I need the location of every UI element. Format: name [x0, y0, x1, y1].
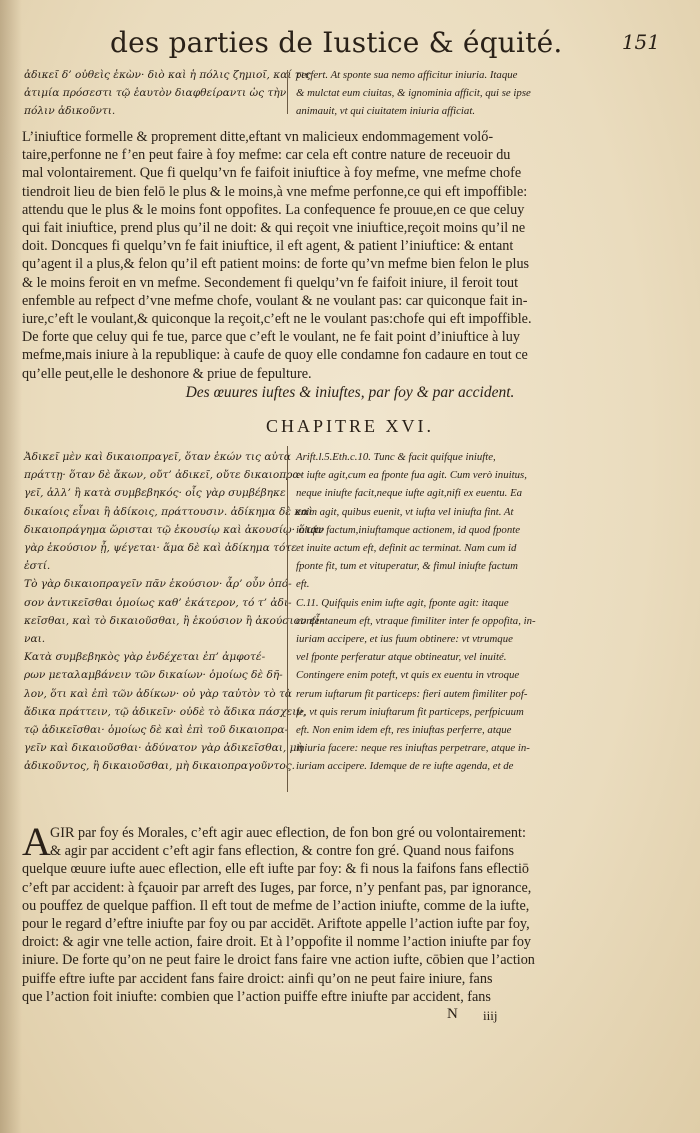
top-greek-line: ἀτιμία πρόσεστι τῷ ἑαυτὸν διαφθείραντι ὡς τὴν	[24, 87, 287, 100]
latin-line: vel fponte perferatur atque obtineatur, vel inuité.	[296, 651, 507, 664]
greek-line: γεῖ, ἀλλ’ ἢ κατὰ συμβεβηκός· οἷς γὰρ συμβέβηκε	[24, 487, 286, 500]
signature-letter: N	[447, 1006, 458, 1022]
text-line: mefme,mais iniure à la republique: à caufe de quoy elle condamne fon cadaure en tout ce	[22, 347, 528, 364]
text-line: tiendroit lieu de bien felō le plus & le moins,à vne mefme perfonne,ce qui eft impoffible:	[22, 183, 528, 200]
signature-number: iiij	[483, 1008, 498, 1023]
lower-column-divider	[287, 446, 288, 792]
latin-line: neque iniufte facit,neque iufte agit,nifi ex euentu. Ea	[296, 487, 523, 500]
text-line: & agir par accident c’eft agir fans eflection, & contre fon gré. Quand nous faifons	[50, 843, 515, 860]
latin-line: fponte fit, tum et vituperatur, & fimul iniufte factum	[296, 560, 518, 573]
top-greek-column	[24, 66, 311, 121]
text-line: enfemble au refpect d’vne mefme chofe, voulant & ne voulant pas: car quiconque fait in-	[22, 292, 528, 309]
latin-line: iuriam accipere. Idemque de re iufte agenda, et de	[296, 760, 514, 773]
lower-latin-column	[296, 448, 688, 776]
greek-line: ναι.	[24, 633, 46, 646]
text-line: L’iniuftice formelle & proprement ditte,eftant vn malicieux endommagement volő-	[22, 129, 494, 145]
french-paragraph-1	[22, 128, 688, 383]
greek-line: δικαιοπράγημα ὥρισται τῷ ἑκουσίῳ καὶ ἀκουσίῳ· ὅταν	[24, 523, 325, 536]
greek-line: πράττῃ· ὅταν δὲ ἄκων, οὔτ’ ἀδικεῖ, οὔτε δικαιοπρα-	[24, 469, 304, 482]
text-line: puiffe eftre iufte par accident fans faire droict: ainfi qu’on ne peut faire iniure, fans	[22, 970, 493, 987]
greek-line: ρων μεταλαμβάνειν τῶν δικαίων· ὁμοίως δὲ δῆ-	[24, 669, 283, 682]
latin-line: iniufte factum,iniuftamque actionem, id quod fponte	[296, 523, 521, 536]
latin-line: et iufte agit,cum ea fponte fua agit. Cum verò inuitus,	[296, 469, 527, 482]
latin-line: fe, vt quis rerum iniuftarum fit particeps, perfpicuum	[296, 705, 524, 718]
text-line: droict: & agir vne telle action, faire droit. Et à l’oppofite il nomme l’action iniufte par foy	[22, 934, 532, 951]
text-line: qu’agent il a plus,& felon qu’il eft patient moins: de forte qu’vn mefme bien felon le plus	[22, 256, 530, 273]
greek-line: γὰρ ἑκούσιον ᾖ, ψέγεται· ἅμα δὲ καὶ ἀδίκημα τότε	[24, 542, 297, 555]
text-line: iure,c’eft le voulant,& quiconque la reçoit,c’eft ne le voulant pas:chofe qui eft impoffible.	[22, 311, 532, 328]
text-line: pour le regard d’eftre iniufte par foy ou par accidēt. Ariftote appelle l’action iufte par foy,	[22, 916, 530, 933]
text-line: qu’elle peut,elle le deshonore & priue de fepulture.	[22, 365, 312, 382]
text-line: & le moins feroit en vn mefme. Secondement fi quelqu’vn fe faifoit iniure, il feroit tout	[22, 274, 519, 291]
latin-line: rerum iuftarum fit particeps: fieri autem fimiliter pof-	[296, 687, 528, 700]
top-column-divider	[287, 70, 288, 114]
greek-line: δικαίοις εἶναι ἢ ἀδίκοις, πράττουσιν. ἀδίκημα δὲ καὶ	[24, 505, 313, 518]
drop-initial: A	[22, 819, 51, 864]
text-line: que l’action foit iniufte: combien que l’action puiffe eftre iniufte par accident, fans	[22, 988, 491, 1005]
greek-line: Ἀδικεῖ μὲν καὶ δικαιοπραγεῖ, ὅταν ἑκών τις αὐτὰ	[24, 451, 291, 463]
top-latin-line: perfert. At sponte sua nemo afficitur iniuria. Itaque	[296, 69, 518, 81]
running-head	[100, 26, 680, 66]
latin-line: eft.	[296, 578, 310, 591]
top-latin-line: animauit, vt qui ciuitatem iniuria afficiat.	[296, 105, 476, 118]
greek-line: γεῖν καὶ δικαιοῦσθαι· ἀδύνατον γὰρ ἀδικεῖσθαι, μὴ	[24, 742, 303, 755]
text-line: GIR par foy és Morales, c’eft agir auec eflection, de fon bon gré ou volontairement:	[50, 825, 526, 841]
top-greek-line: πόλιν ἀδικοῦντι.	[24, 105, 116, 118]
greek-line: σον ἀντικεῖσθαι ὁμοίως καθ’ ἑκάτερον, τό τ’ ἀδι-	[24, 596, 292, 609]
text-line: De forte que celuy qui fe tue, parce que c’eft le voulant, ne fe fait point d’iniuftice à luy	[22, 329, 520, 346]
latin-line: Contingere enim poteft, vt quis ex euentu in vtroque	[296, 669, 520, 682]
latin-line: enim agit, quibus euenit, vt iufta vel iniufta fint. At	[296, 505, 514, 518]
latin-line: iuriam accipere, et ius fuum obtinere: vt vtrumque	[296, 633, 513, 646]
greek-line: ἐστί.	[24, 560, 51, 573]
french-paragraph-2	[22, 819, 688, 1006]
greek-line: ἄδικα πράττειν, τῷ ἀδικεῖν· οὐδὲ τὸ ἄδικα πάσχειν,	[24, 705, 307, 718]
chapter-heading: CHAPITRE XVI.	[266, 416, 434, 436]
latin-line: eft. Non enim idem eft, res iniuftas perferre, atque	[296, 724, 512, 737]
text-line: iniure. De forte qu’on ne peut faire le droict fans faire vne action iufte, cōbien que l’action	[22, 952, 535, 969]
top-greek-line: ἀδικεῖ δ’ οὐθεὶς ἑκὼν· διὸ καὶ ἡ πόλις ζημιοῖ, καί τις	[24, 69, 311, 81]
top-latin-line: & mulctat eum ciuitas, & ignominia afficit, qui se ipse	[296, 87, 531, 100]
text-line: ou pouffez de quelque paffion. Il eft tout de mefme de l’action iniufte, comme de la iufte,	[22, 897, 530, 914]
latin-line: Arift.l.5.Eth.c.10. Tunc & facit quifque iniufte,	[296, 451, 496, 463]
text-line: quelque œuure iufte auec eflection, elle eft iufte par foy: & fi nous la faifons fans eflectiō	[22, 861, 529, 878]
latin-line: confentaneum eft, vtraque fimiliter inter fe oppofita, in-	[296, 614, 536, 627]
latin-line: C.11. Quifquis enim iufte agit, fponte agit: itaque	[296, 596, 509, 609]
page-gutter-shadow	[0, 0, 22, 1133]
latin-line: et inuite actum eft, definit ac terminat. Nam cum id	[296, 542, 517, 555]
running-title: des parties de Iustice & équité.	[110, 26, 563, 59]
folio-number: 151	[621, 30, 660, 54]
top-latin-column	[296, 66, 688, 121]
greek-line: Τὸ γὰρ δικαιοπραγεῖν πᾶν ἑκούσιον· ἆρ’ οὖν ὁπό-	[24, 578, 292, 591]
greek-line: Κατὰ συμβεβηκὸς γὰρ ἐνδέχεται ἐπ’ ἀμφοτέ-	[24, 651, 266, 664]
greek-line: λον, ὅτι καὶ ἐπὶ τῶν ἀδίκων· οὐ γὰρ ταὐτὸν τὸ τὰ	[24, 687, 292, 700]
section-title: Des œuures iuftes & iniuftes, par foy & par accident.	[185, 384, 515, 401]
text-line: attendu que le plus & le moins font oppofites. La confequence fe prouue,en ce que celuy	[22, 201, 525, 218]
text-line: mal volontairement. Que fi quelqu’vn fe faifoit iniuftice à foy mefme, vne mefme chofe	[22, 165, 522, 182]
text-line: qui fait iniuftice, prend plus qu’il ne doit: & qui reçoit vne iniuftice,reçoit moins qu’il ne	[22, 220, 526, 237]
text-line: doit. Doncques fi quelqu’vn fe fait iniuftice, il eft agent, & patient l’iniuftice: & entant	[22, 238, 514, 255]
text-line: c’eft par accident: à fçauoir par arreft des Iuges, par force, n’y penfant pas, par ignorance,	[22, 879, 532, 896]
greek-line: κεῖσθαι, καὶ τὸ δικαιοῦσθαι, ἢ ἑκούσιον ἢ ἀκούσιον εἶ-	[24, 614, 324, 627]
latin-line: iniuria facere: neque res iniuftas perpetrare, atque in-	[296, 742, 530, 755]
greek-line: τῷ ἀδικεῖσθαι· ὁμοίως δὲ καὶ ἐπὶ τοῦ δικαιοπρα-	[24, 724, 289, 737]
greek-line: ἀδικοῦντος, ἢ δικαιοῦσθαι, μὴ δικαιοπραγοῦντος.	[24, 760, 296, 773]
text-line: taire,perfonne ne f’en peut faire à foy mefme: car cela eft contre nature de receuoir du	[22, 147, 511, 164]
